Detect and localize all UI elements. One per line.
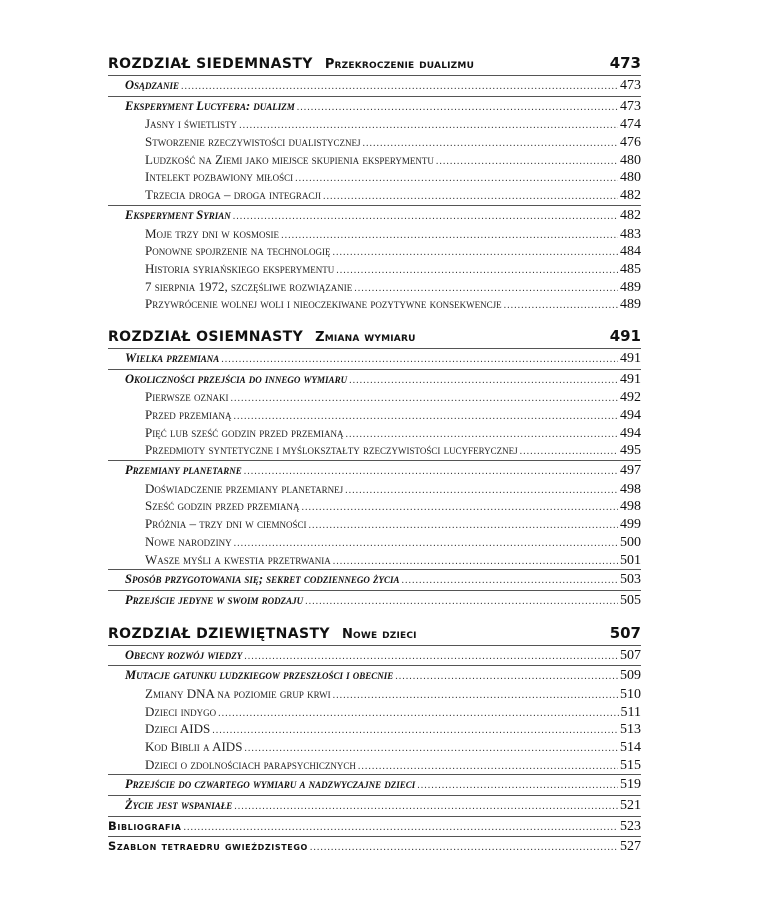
dot-leader	[417, 777, 618, 794]
section-entry[interactable]	[108, 98, 641, 116]
subsection-entry[interactable]	[108, 151, 641, 169]
chapter-title: Nowe dzieci	[341, 626, 417, 642]
subsection-entry[interactable]	[108, 441, 641, 459]
chapter-page-number: 491	[609, 326, 641, 345]
section-divider	[108, 460, 641, 461]
dot-leader	[297, 99, 618, 116]
dot-leader	[333, 687, 618, 703]
subsection-entry[interactable]	[108, 738, 641, 756]
chapter-heading-left	[108, 326, 416, 349]
dot-leader	[323, 188, 618, 204]
dot-leader	[218, 705, 618, 721]
dot-leader	[212, 722, 618, 738]
entry-label: Przejście jedyne w swoim rodzaju	[125, 592, 304, 607]
dot-leader	[295, 170, 618, 186]
entry-label: Ludzkość na Ziemi jako miejsce skupienia eksperymentu	[145, 151, 434, 167]
entry-label: Przedmioty syntetyczne i myślokształty rzeczywistości lucyferycznej	[145, 442, 518, 458]
entry-label: Sześć godzin przed przemianą	[145, 498, 300, 514]
section-divider	[108, 836, 641, 837]
subsection-entry[interactable]	[108, 756, 641, 774]
entry-page-number: 482	[620, 188, 641, 204]
entry-page-number: 491	[620, 350, 641, 366]
chapter-page-number: 507	[609, 623, 641, 642]
subsection-entry[interactable]	[108, 133, 641, 151]
subsection-entry[interactable]	[108, 551, 641, 569]
dot-leader	[310, 839, 618, 856]
section-divider	[108, 795, 641, 796]
entry-label: Wielka przemiana	[125, 350, 220, 365]
entry-label: Przywrócenie wolnej woli i nieoczekiwane pozytywne konsekwencje	[145, 296, 502, 312]
dot-leader	[358, 758, 618, 774]
subsection-entry[interactable]	[108, 278, 641, 296]
entry-label: Sposób przygotowania się; sekret codziennego życia	[125, 572, 400, 587]
entry-label: Życie jest wspaniałe	[125, 798, 233, 813]
subsection-entry[interactable]	[108, 515, 641, 533]
entry-page-number: 483	[620, 226, 641, 242]
entry-page-number: 505	[620, 592, 641, 608]
entry-page-number: 476	[620, 135, 641, 151]
entry-label: Eksperyment Syrian	[125, 207, 231, 222]
entry-label: Osądzanie	[125, 78, 180, 92]
entry-page-number: 498	[620, 499, 641, 515]
dot-leader	[332, 244, 618, 260]
subsection-entry[interactable]	[108, 225, 641, 243]
entry-page-number: 495	[620, 443, 641, 459]
chapter-heading-left	[108, 623, 417, 646]
section-divider	[108, 369, 641, 370]
chapter-heading[interactable]	[108, 325, 641, 347]
entry-page-number: 494	[620, 425, 641, 441]
chapter-number: ROZDZIAŁ DZIEWIĘTNASTY	[108, 625, 330, 642]
section-entry[interactable]	[108, 667, 641, 685]
dot-leader	[239, 117, 618, 133]
subsection-entry[interactable]	[108, 497, 641, 515]
subsection-entry[interactable]	[108, 424, 641, 442]
dot-leader	[301, 499, 618, 515]
dot-leader	[395, 668, 618, 685]
dot-leader	[305, 593, 618, 610]
entry-label: Przemiany planetarne	[125, 463, 242, 478]
chapter-page-number: 473	[609, 54, 641, 72]
entry-label: Szablon tetraedru gwieździstego	[108, 839, 308, 854]
entry-page-number: 494	[620, 408, 641, 423]
subsection-entry[interactable]	[108, 168, 641, 186]
subsection-entry[interactable]	[108, 406, 641, 424]
entry-label: Dzieci o zdolnościach parapsychicznych	[145, 756, 356, 772]
section-divider	[108, 665, 641, 666]
chapter-heading[interactable]	[108, 622, 641, 644]
section-entry[interactable]	[108, 776, 641, 794]
entry-page-number: 489	[620, 297, 641, 313]
chapter-heading[interactable]	[108, 52, 641, 74]
subsection-entry[interactable]	[108, 480, 641, 498]
subsection-entry[interactable]	[108, 242, 641, 260]
entry-page-number: 501	[620, 552, 641, 568]
dot-leader	[181, 78, 618, 95]
section-entry[interactable]	[108, 647, 641, 665]
subsection-entry[interactable]	[108, 533, 641, 551]
section-divider	[108, 816, 641, 817]
subsection-entry[interactable]	[108, 388, 641, 406]
section-divider	[108, 569, 641, 570]
dot-leader	[349, 372, 618, 389]
dot-leader	[354, 280, 618, 296]
entry-page-number: 485	[620, 261, 641, 277]
dot-leader	[336, 262, 618, 278]
dot-leader	[244, 740, 618, 756]
dot-leader	[221, 351, 618, 368]
section-entry[interactable]	[108, 571, 641, 589]
entry-label: Obecny rozwój wiedzy	[125, 647, 243, 662]
entry-page-number: 498	[620, 481, 641, 497]
entry-page-number: 474	[620, 117, 641, 133]
dot-leader	[363, 135, 618, 151]
entry-page-number: 480	[620, 170, 641, 186]
dot-leader	[233, 208, 618, 225]
entry-page-number: 507	[620, 647, 641, 663]
chapter-heading-left	[108, 53, 474, 76]
chapter-number: ROZDZIAŁ SIEDEMNASTY	[108, 56, 313, 72]
entry-page-number: 500	[620, 534, 641, 550]
entry-page-number: 509	[620, 668, 641, 684]
table-of-contents	[108, 52, 641, 856]
entry-page-number: 503	[620, 572, 641, 588]
section-entry[interactable]	[108, 592, 641, 610]
entry-label: Trzecia droga – droga integracji	[145, 187, 321, 203]
section-entry[interactable]	[108, 207, 641, 225]
chapter-title: Zmiana wymiaru	[315, 329, 416, 345]
dot-leader	[345, 426, 618, 442]
subsection-entry[interactable]	[108, 260, 641, 278]
dot-leader	[234, 535, 618, 551]
dot-leader	[308, 517, 618, 533]
entry-label: 7 sierpnia 1972, szczęśliwe rozwiązanie	[145, 278, 353, 294]
entry-page-number: 482	[620, 207, 641, 223]
entry-label: Próżnia – trzy dni w ciemności	[145, 516, 307, 532]
dot-leader	[244, 463, 618, 480]
dot-leader	[520, 443, 618, 459]
entry-label: Stworzenie rzeczywistości dualistycznej	[145, 134, 361, 150]
entry-label: Przejście do czwartego wymiaru a nadzwyczajne dzieci	[125, 777, 416, 792]
entry-page-number: 510	[620, 686, 641, 702]
entry-page-number: 473	[620, 78, 641, 93]
dot-leader	[401, 572, 618, 589]
section-divider	[108, 590, 641, 591]
section-divider	[108, 205, 641, 206]
entry-label: Historia syriańskiego eksperymentu	[145, 260, 335, 276]
subsection-entry[interactable]	[108, 720, 641, 738]
entry-label: Okoliczności przejścia do innego wymiaru	[125, 371, 348, 386]
entry-label: Wasze myśli a kwestia przetrwania	[145, 551, 331, 567]
subsection-entry[interactable]	[108, 115, 641, 133]
entry-label: Jasny i świetlisty	[145, 116, 238, 132]
entry-page-number: 480	[620, 152, 641, 168]
subsection-entry[interactable]	[108, 685, 641, 703]
entry-label: Doświadczenie przemiany planetarnej	[145, 480, 344, 496]
dot-leader	[345, 482, 618, 498]
subsection-entry[interactable]	[108, 295, 641, 313]
entry-label: Kod Biblii a AIDS	[145, 739, 243, 754]
entry-page-number: 497	[620, 463, 641, 479]
entry-page-number: 523	[620, 818, 641, 834]
entry-label: Zmiany DNA na poziomie grup krwi	[145, 685, 331, 701]
section-divider	[108, 96, 641, 97]
back-matter-entry[interactable]	[108, 838, 641, 856]
entry-page-number: 514	[620, 740, 641, 755]
dot-leader	[234, 798, 618, 815]
section-entry[interactable]	[108, 350, 641, 368]
section-entry[interactable]	[108, 797, 641, 815]
dot-leader	[436, 153, 618, 169]
entry-label: Pierwsze oznaki	[145, 389, 229, 405]
entry-label: Intelekt pozbawiony miłości	[145, 169, 294, 185]
back-matter-entry[interactable]	[108, 818, 641, 836]
entry-page-number: 511	[620, 704, 641, 720]
chapter-number: ROZDZIAŁ OSIEMNASTY	[108, 328, 304, 345]
entry-label: Mutacje gatunku ludzkiegow przeszłości i obecnie	[125, 668, 394, 683]
entry-page-number: 491	[620, 371, 641, 387]
dot-leader	[281, 227, 618, 243]
entry-label: Przed przemianą	[145, 407, 232, 422]
entry-label: Nowe narodziny	[145, 533, 232, 549]
entry-page-number: 519	[620, 777, 641, 793]
entry-label: Dzieci AIDS	[145, 721, 211, 737]
entry-page-number: 513	[620, 722, 641, 738]
section-entry[interactable]	[108, 462, 641, 480]
entry-page-number: 473	[620, 98, 641, 114]
entry-page-number: 492	[620, 390, 641, 406]
entry-label: Bibliografia	[108, 818, 182, 833]
entry-label: Dzieci indygo	[145, 703, 217, 719]
subsection-entry[interactable]	[108, 186, 641, 204]
entry-page-number: 527	[620, 839, 641, 855]
dot-leader	[183, 819, 618, 836]
dot-leader	[333, 553, 618, 569]
dot-leader	[244, 648, 618, 665]
subsection-entry[interactable]	[108, 703, 641, 721]
entry-page-number: 489	[620, 279, 641, 295]
dot-leader	[504, 297, 618, 313]
entry-page-number: 521	[620, 798, 641, 814]
entry-label: Pięć lub sześć godzin przed przemianą	[145, 424, 344, 440]
entry-page-number: 499	[620, 517, 641, 533]
chapter-title: Przekroczenie dualizmu	[324, 57, 475, 72]
section-entry[interactable]	[108, 371, 641, 389]
entry-page-number: 484	[620, 244, 641, 260]
entry-label: Moje trzy dni w kosmosie	[145, 225, 280, 241]
entry-label: Ponowne spojrzenie na technologię	[145, 243, 331, 259]
entry-label: Eksperyment Lucyfera: dualizm	[125, 98, 295, 113]
section-divider	[108, 774, 641, 775]
section-entry[interactable]	[108, 77, 641, 95]
entry-page-number: 515	[620, 757, 641, 773]
dot-leader	[233, 408, 618, 424]
dot-leader	[230, 390, 618, 406]
